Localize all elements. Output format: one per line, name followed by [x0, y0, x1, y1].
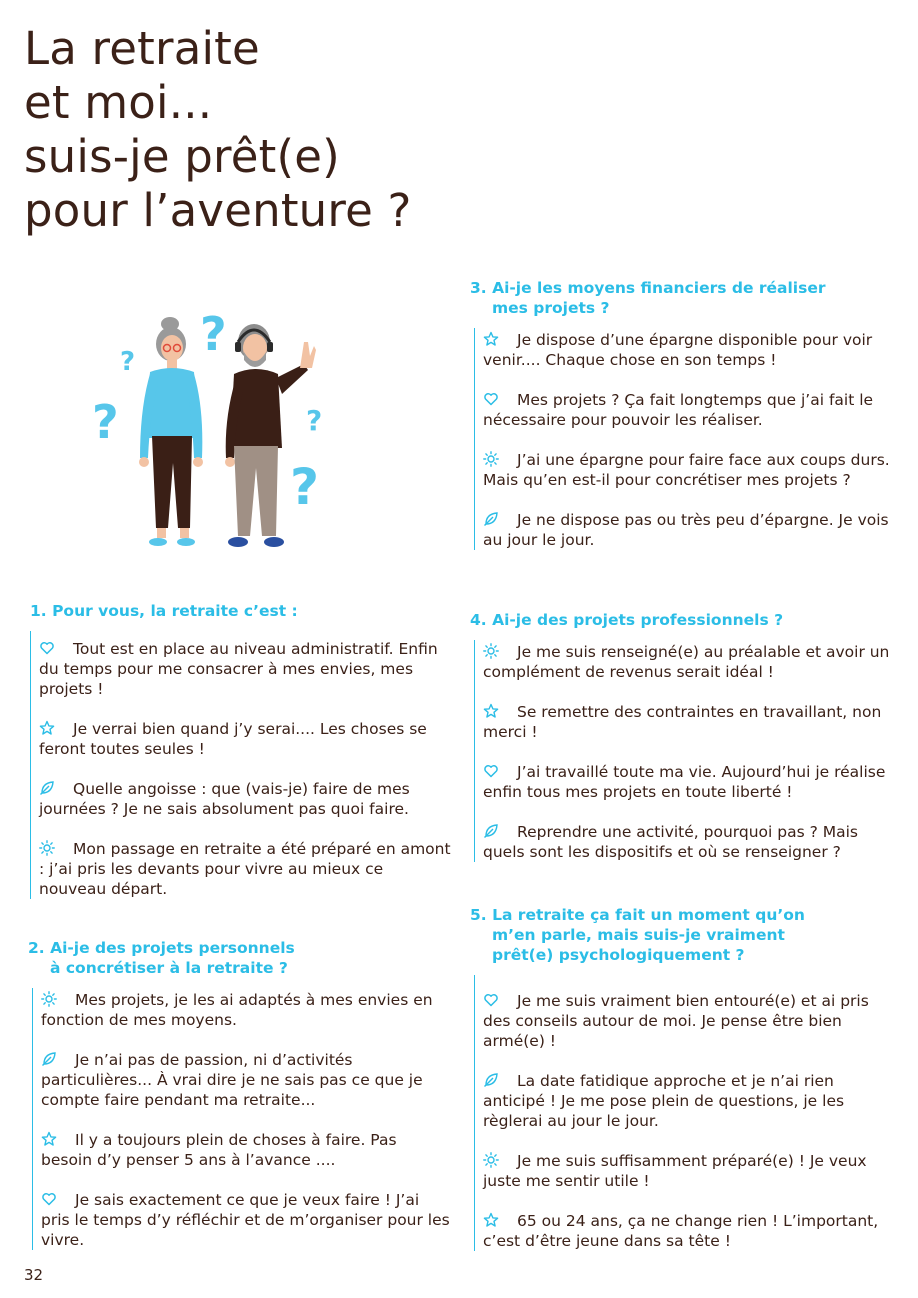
star-icon: [483, 1212, 499, 1228]
title-line-2: et moi...: [24, 76, 213, 129]
star-icon: [41, 1131, 57, 1147]
answer-item: Quelle angoisse : que (vais-je) faire de mes journées ? Je ne sais absolument pas quoi faire.: [39, 780, 410, 818]
section-title: 5. La retraite ça fait un moment qu’on m’en parle, mais suis-je vraiment prêt(e) psychologiquement ?: [470, 906, 805, 964]
star-icon: [483, 703, 499, 719]
heart-icon: [483, 992, 499, 1008]
question-mark: ?: [306, 404, 323, 437]
answer-item: J’ai travaillé toute ma vie. Aujourd’hui je réalise enfin tous mes projets en toute liberté !: [483, 763, 886, 801]
question-mark: ?: [92, 395, 119, 449]
title-line-4: pour l’aventure ?: [24, 184, 412, 237]
answer-item: Se remettre des contraintes en travaillant, non merci !: [483, 703, 882, 741]
answer-item: Je dispose d’une épargne disponible pour voir venir.... Chaque chose en son temps !: [483, 331, 873, 369]
answer-item: Je ne dispose pas ou très peu d’épargne. Je vois au jour le jour.: [483, 511, 889, 549]
answer-item: 65 ou 24 ans, ça ne change rien ! L’important, c’est d’être jeune dans sa tête !: [483, 1212, 879, 1250]
question-mark: ?: [290, 458, 320, 516]
answer-item: Je sais exactement ce que je veux faire ! J’ai pris le temps d’y réfléchir et de m’organiser pour les vivre.: [41, 1191, 450, 1249]
answer-item: Reprendre une activité, pourquoi pas ? Mais quels sont les dispositifs et où se renseigner ?: [483, 823, 859, 861]
heart-icon: [39, 640, 55, 656]
sun-icon: [41, 991, 57, 1007]
question-mark: ?: [120, 347, 136, 377]
heart-icon: [483, 763, 499, 779]
section-4: [470, 610, 894, 862]
answer-list: [474, 975, 894, 1251]
leaf-icon: [483, 823, 499, 839]
answer-item: Je me suis renseigné(e) au préalable et avoir un complément de revenus serait idéal !: [483, 643, 890, 681]
sun-icon: [483, 1152, 499, 1168]
answer-list: [474, 640, 894, 862]
answer-item: Il y a toujours plein de choses à faire. Pas besoin d’y penser 5 ans à l’avance ....: [41, 1131, 397, 1169]
title-line-1: La retraite: [24, 22, 260, 75]
page-title: [24, 22, 412, 238]
sun-icon: [39, 840, 55, 856]
section-title: 4. Ai-je des projets professionnels ?: [470, 611, 784, 629]
leaf-icon: [41, 1051, 57, 1067]
section-title: 2. Ai-je des projets personnels à concrétiser à la retraite ?: [28, 939, 295, 977]
answer-item: Je verrai bien quand j’y serai.... Les choses se feront toutes seules !: [39, 720, 427, 758]
answer-item: La date fatidique approche et je n’ai rien anticipé ! Je me pose plein de questions, je les règlerai au jour le jour.: [483, 1072, 845, 1130]
answer-item: Tout est en place au niveau administratif. Enfin du temps pour me consacrer à mes envies, mes projets !: [39, 640, 438, 698]
star-icon: [39, 720, 55, 736]
title-line-3: suis-je prêt(e): [24, 130, 340, 183]
heart-icon: [483, 391, 499, 407]
section-2: [28, 938, 452, 1250]
answer-item: Mes projets ? Ça fait longtemps que j’ai fait le nécessaire pour pouvoir les réaliser.: [483, 391, 874, 429]
answer-list: [30, 631, 452, 899]
section-title: 1. Pour vous, la retraite c’est :: [30, 602, 298, 620]
answer-list: [32, 988, 452, 1250]
answer-item: J’ai une épargne pour faire face aux coups durs. Mais qu’en est-il pour concrétiser mes projets ?: [483, 451, 890, 489]
section-1: [30, 601, 452, 899]
answer-item: Je me suis vraiment bien entouré(e) et ai pris des conseils autour de moi. Je pense être bien armé(e) !: [483, 992, 869, 1050]
page-number: 32: [24, 1266, 44, 1284]
section-title: 3. Ai-je les moyens financiers de réaliser mes projets ?: [470, 279, 826, 317]
answer-item: Je n’ai pas de passion, ni d’activités particulières... À vrai dire je ne sais pas ce que je compte faire pendant ma retraite...: [41, 1051, 423, 1109]
answer-item: Je me suis suffisamment préparé(e) ! Je veux juste me sentir utile !: [483, 1152, 867, 1190]
answer-item: Mes projets, je les ai adaptés à mes envies en fonction de mes moyens.: [41, 991, 433, 1029]
answer-list: [474, 328, 894, 550]
woman-figure: [139, 317, 203, 546]
leaf-icon: [483, 1072, 499, 1088]
sun-icon: [483, 451, 499, 467]
answer-item: Mon passage en retraite a été préparé en amont : j’ai pris les devants pour vivre au mieux ce nouveau départ.: [39, 840, 451, 898]
couple-illustration: [78, 298, 338, 560]
section-5: [470, 905, 894, 1251]
sun-icon: [483, 643, 499, 659]
section-3: [470, 278, 894, 550]
heart-icon: [41, 1191, 57, 1207]
leaf-icon: [483, 511, 499, 527]
question-mark: ?: [200, 307, 227, 361]
star-icon: [483, 331, 499, 347]
leaf-icon: [39, 780, 55, 796]
